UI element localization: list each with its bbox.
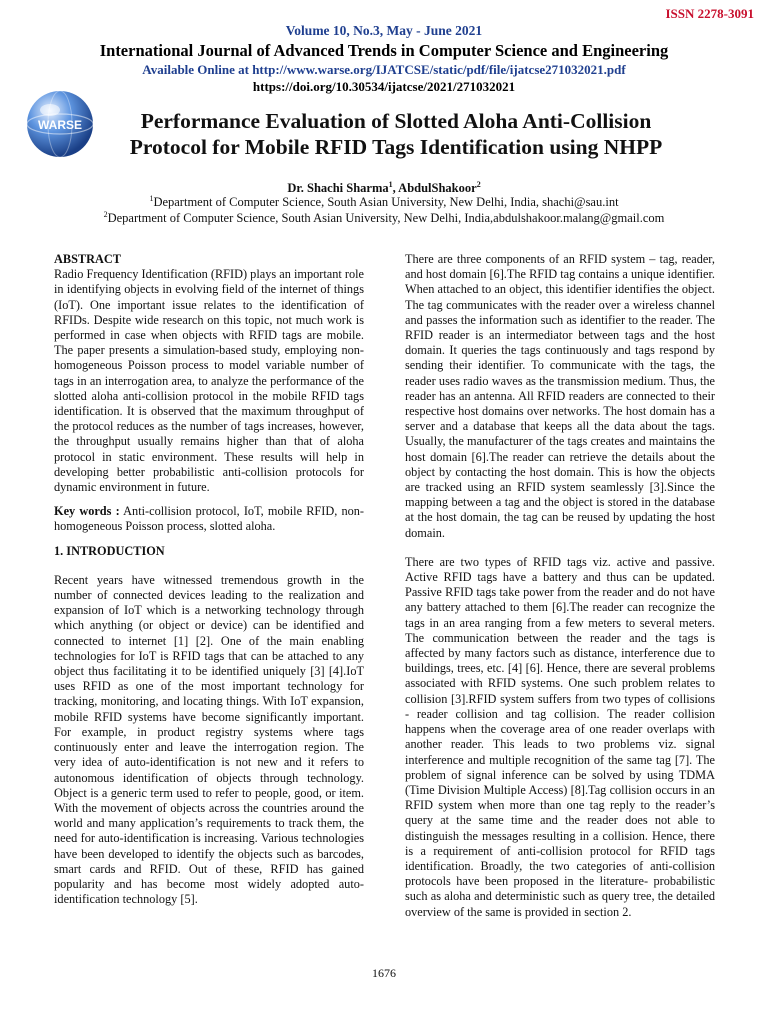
affiliation-1 — [0, 195, 768, 210]
title-line-1: Performance Evaluation of Slotted Aloha Anti-Collision — [140, 109, 652, 133]
available-online-link[interactable]: Available Online at http://www.warse.org/IJATCSE/static/pdf/file/ijatcse271032021.pdf — [142, 62, 626, 77]
abstract-text: Radio Frequency Identification (RFID) plays an important role in identifying objects in evolving field of the internet of things (IoT). One important issue relates to the identification of RFIDs. Despite wide research on this topic, not much work is performed in case when objects with RFID tags are mobile. The paper presents a simulation-based study, employing non-homogeneous Poisson process to model variable number of tags in an interrogation area, to analyze the performance of the slotted aloha anti-collision protocol in the mobile RFID tags identification. It is observed that the maximum throughput of the protocol reduces as the number of tags increases, however, the throughput usually remains higher than that of aloha protocol in static environment. These results will help in developing better probabilistic anti-collision protocols for dynamic environment in future. — [54, 267, 364, 495]
right-column — [405, 252, 715, 920]
author-name: AbdulShakoor — [398, 181, 477, 195]
journal-title: International Journal of Advanced Trends in Computer Science and Engineering — [99, 41, 669, 60]
author-list — [0, 181, 768, 196]
left-column — [54, 252, 364, 907]
affil-marker: 1 — [149, 193, 154, 203]
affiliation-text: Department of Computer Science, South Asian University, New Delhi, India,abdulshakoor.malang@gmail.com — [107, 211, 665, 225]
keywords-text: Anti-collision protocol, IoT, mobile RFID, non-homogeneous Poisson process, slotted aloha. — [54, 504, 364, 534]
abstract-heading: ABSTRACT — [54, 252, 121, 266]
rfid-tag-types-paragraph: There are two types of RFID tags viz. active and passive. Active RFID tags have a battery and thus can be updated. Passive RFID tags take power from the reader and do not have any battery attached to them [6].The reader can recognize the tags in an area ranging from a few meters to several meters. The communication between the reader and the tags is affected by many factors such as distance, interference due to buildings, trees, etc. [4] [6]. Hence, there are several problems associated with RFID systems. One such problem relates to collision [3].RFID system suffers from two types of collisions - reader collision and tag collision. The reader collision happens when the coverage area of one reader overlaps with another reader. This leads to two problems viz. signal interference and multiple recognition of the same tag [7]. The problem of signal inference can be solved by using TDMA (Time Division Multiple Access) [8].Tag collision occurs in an RFID system when more than one tag reply to the reader’s query at the same time and the reader does not able to distinguish the messages resulting in a collision. Hence, there is a requirement of anti-collision protocol for RFID tags identification. Broadly, the two categories of anti-collision protocols have been proposed in the literature- probabilistic such as aloha and deterministic such as query tree, the detailed overview of the same is provided in section 2. — [405, 554, 715, 919]
warse-logo — [24, 88, 96, 160]
author-separator: , — [392, 181, 399, 195]
volume-info: Volume 10, No.3, May - June 2021 — [285, 23, 483, 38]
author-affil-marker: 2 — [476, 179, 481, 189]
issn-label: ISSN 2278-3091 — [665, 6, 754, 21]
logo-text: WARSE — [37, 118, 83, 132]
intro-heading: 1. INTRODUCTION — [54, 543, 165, 558]
author-affil-marker: 1 — [388, 179, 393, 189]
keywords-label: Key words : — [54, 504, 120, 519]
keywords — [54, 504, 364, 534]
title-line-2: Protocol for Mobile RFID Tags Identification using NHPP — [129, 135, 663, 159]
paper-title — [96, 108, 696, 160]
affil-marker: 2 — [103, 209, 108, 219]
doi-link[interactable]: https://doi.org/10.30534/ijatcse/2021/271032021 — [252, 79, 516, 94]
affiliation-2 — [0, 211, 768, 226]
affiliation-text: Department of Computer Science, South Asian University, New Delhi, India, shachi@sau.int — [153, 195, 619, 209]
intro-text: Recent years have witnessed tremendous growth in the number of connected devices leading to the realization and expansion of IoT which is a networking technology through which anything (or object or device) can be identified and connected to internet [1] [2]. One of the main enabling technologies for IoT is RFID tags that can be attached to any object thus facilitating it to be identified uniquely [3] [4].IoT uses RFID as one of the most important technology for tracking, monitoring, and locating things. With IoT expansion, mobile RFID systems have become significantly important. For example, in product registry systems where tags continuously enter and leave the interrogation region. The very idea of auto-identification is not new and it refers to autonomous identification of objects through technology. Object is a generic term used to refer to people, good, or item. With the movement of objects across the countries around the world and many application’s requirements to track them, the need for auto-identification is increasing. Various technologies have been developed to identify the objects such as barcodes, smart cards and RFID. Out of these, RFID has gained popularity and has become most widely adopted auto-identification technology [5]. — [54, 572, 364, 907]
author-name: Dr. Shachi Sharma — [287, 181, 389, 195]
page-number: 1676 — [372, 966, 396, 980]
rfid-components-paragraph: There are three components of an RFID system – tag, reader, and host domain [6].The RFID tag contains a unique identifier. When attached to an object, this identifier identifies the object. The tag communicates with the reader over a wireless channel and passes the information such as identifier to the reader. The RFID reader is an intermediator between tags and the host domain. It queries the tags continuously and tags respond by sending their identifier. To communicate with the tags, the reader uses radio waves as the transmission medium. Thus, the reader has an antenna. All RFID readers are connected to their respective host domains over networks. The host domain has a server and a database that keeps all the data about the tags. Usually, the manufacturer of the tags creates and maintains the host domain [6].The reader can retrieve the details about the object by contacting the host domain. This is how the objects are tracked using an RFID system seamlessly [3].Since the mapping between a tag and the object is stored in the database at the host domain, the tag can be reused by updating the host domain. — [405, 252, 715, 540]
